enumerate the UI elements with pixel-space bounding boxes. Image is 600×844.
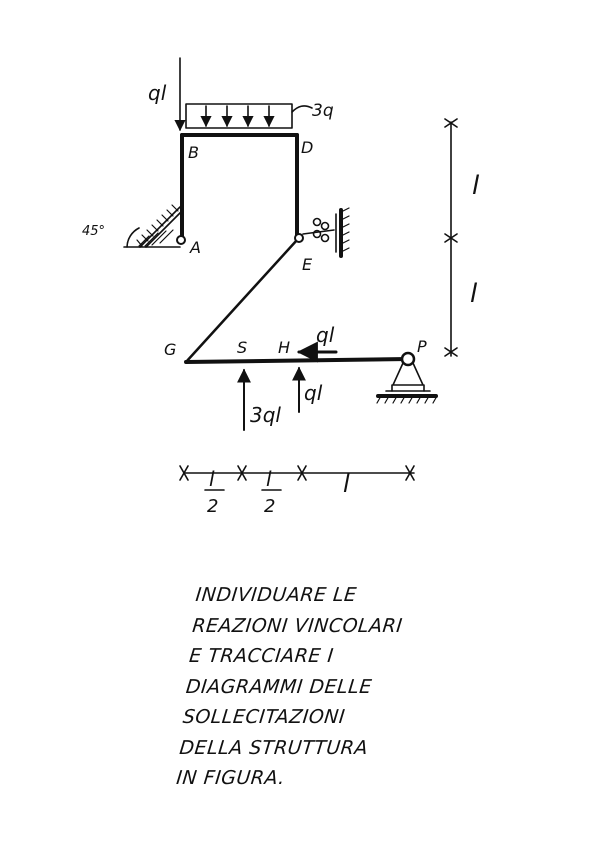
node-label-s: S	[237, 338, 248, 357]
support-e-roller-wall	[303, 208, 349, 256]
support-p-pin	[377, 363, 437, 403]
vertical-load-h-label: ql	[304, 381, 323, 405]
vertical-load-s-label: 3ql	[250, 403, 281, 427]
vertical-dim-label-1: l	[472, 171, 480, 201]
frame-members	[182, 135, 408, 362]
horizontal-dim-label-2-den: 2	[264, 496, 276, 517]
node-label-d: D	[301, 138, 314, 157]
horizontal-dimension	[180, 466, 414, 490]
task-line: REAZIONI VINCOLARI	[191, 614, 404, 637]
node-label-g: G	[164, 340, 177, 359]
hinge-p	[402, 353, 414, 365]
distributed-load-bd	[186, 104, 312, 128]
vertical-dim-label-2: l	[470, 279, 478, 309]
task-line: E TRACCIARE I	[188, 645, 335, 667]
hinge-a	[177, 236, 185, 244]
task-line: DIAGRAMMI DELLE	[184, 675, 374, 698]
horizontal-dim-label-2-num: l	[266, 467, 272, 491]
support-a-inclined	[124, 205, 183, 247]
task-instructions	[175, 580, 457, 794]
node-label-e: E	[302, 255, 313, 274]
task-line: SOLLECITAZIONI	[181, 706, 347, 728]
distributed-load-label: 3q	[312, 101, 334, 121]
node-label-b: B	[188, 143, 199, 162]
task-line: INDIVIDUARE LE	[194, 584, 358, 606]
horizontal-dim-label-1-num: l	[209, 467, 215, 491]
point-load-b-label: ql	[148, 81, 167, 105]
node-label-p: P	[417, 337, 427, 356]
node-label-a: A	[190, 238, 201, 257]
angle-label: 45°	[82, 224, 106, 239]
hinge-e	[295, 234, 303, 242]
task-line: IN FIGURA.	[175, 767, 287, 789]
vertical-dimension	[445, 119, 457, 356]
horizontal-dim-label-1-den: 2	[207, 496, 219, 517]
node-label-h: H	[278, 338, 291, 357]
horizontal-load-h-label: ql	[316, 323, 335, 347]
task-line: DELLA STRUTTURA	[178, 736, 370, 759]
horizontal-dim-label-3: l	[343, 470, 350, 498]
member-gp	[186, 359, 408, 362]
